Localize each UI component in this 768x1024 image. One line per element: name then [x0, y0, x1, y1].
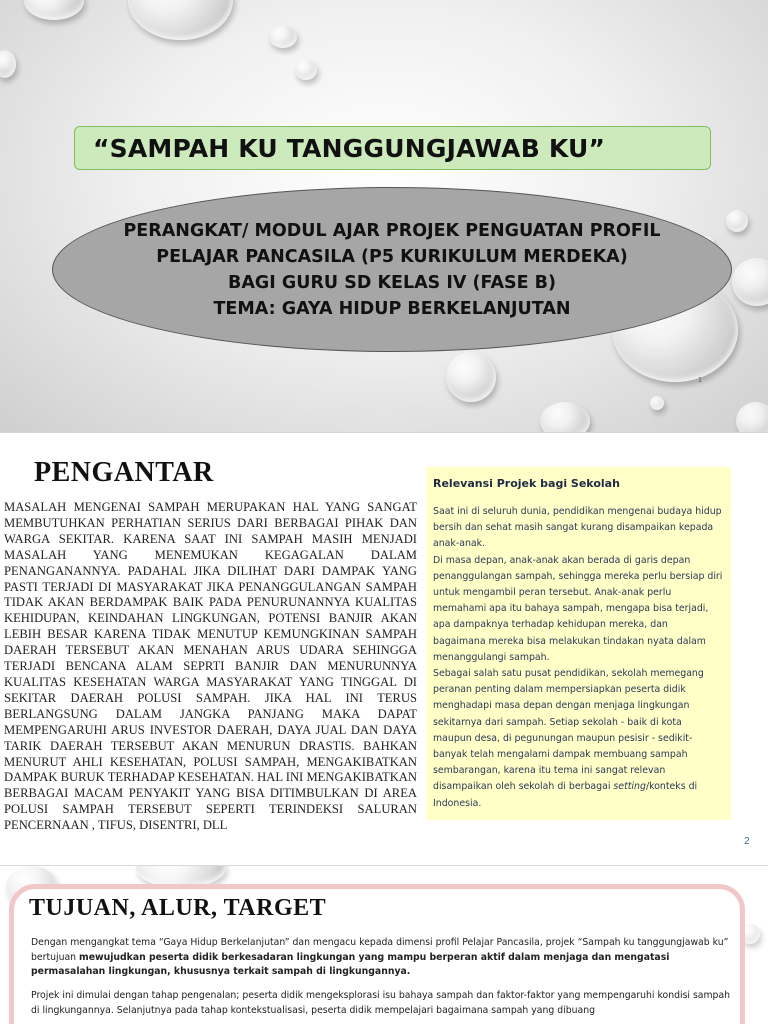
relevance-box [426, 467, 731, 820]
title-banner [74, 126, 711, 170]
subtitle-line: BAGI GURU SD KELAS IV (FASE B) [228, 272, 556, 293]
water-drop-decoration [650, 396, 664, 410]
flow-paragraph: Projek ini dimulai dengan tahap pengenalan; peserta didik mengeksplorasi isu bahaya sampah dan faktor-faktor yang mempengaruhi kondisi sampah di lingkungannya. Selanjutnya pada tahap kontekstualisasi, peserta didik mempelajari bagaimana sampah yang dibuang [31, 990, 731, 1016]
water-drop-decoration [736, 402, 768, 432]
relevance-box-title: Relevansi Projek bagi Sekolah [433, 477, 620, 490]
page-number: 2 [744, 836, 750, 847]
goal-text: Dengan mengangkat tema “Gaya Hidup Berkelanjutan” dan mengacu kepada dimensi profil Pelajar Pancasila, projek “Sampah ku tanggungjawab ku” bertujuan [31, 937, 729, 963]
relevance-text: /konteks di Indonesia. [433, 781, 698, 809]
subtitle-ellipse [52, 187, 732, 352]
section-heading: TUJUAN, ALUR, TARGET [29, 895, 327, 921]
goal-bold-text: mewujudkan peserta didik berkesadaran lingkungan yang mampu berperan aktif dalam menjaga dan mengatasi permasalahan lingkungan, khususnya terkait sampah di lingkungannya. [31, 951, 670, 978]
section-heading: PENGANTAR [34, 457, 214, 488]
relevance-italic-text: setting [613, 781, 646, 793]
relevance-text: Sebagai salah satu pusat pendidikan, sekolah memegang peranan penting dalam mempersiapkan peserta didik menghadapi masa depan dengan menjaga lingkungan sekitarnya dari sampah. Setiap sekolah - baik di kota maupun desa, di pegunungan maupun pesisir - sedikit-banyak telah mengalami dampak membuang sampah sembarangan, karena itu tema ini sangat relevan disampaikan oleh sekolah di berbagai [433, 668, 704, 793]
water-drop-decoration [24, 0, 84, 20]
subtitle-line: PELAJAR PANCASILA (P5 KURIKULUM MERDEKA) [156, 246, 628, 267]
page-number: 1 [698, 377, 702, 384]
intro-slide [0, 433, 768, 865]
relevance-paragraph: Di masa depan, anak-anak akan berada di garis depan penanggulangan sampah, sehingga mereka perlu bersiap diri untuk mengambil peran tersebut. Anak-anak perlu memahami apa itu bahaya sampah, mengapa bisa terjadi, apa dampaknya terhadap kehidupan mereka, dan bagaimana mereka bisa melakukan tindakan nyata dalam menanggulangi sampah. [433, 554, 723, 663]
water-drop-decoration [726, 210, 748, 232]
subtitle-line: PERANGKAT/ MODUL AJAR PROJEK PENGUATAN PROFIL [123, 220, 661, 241]
relevance-paragraph: Saat ini di seluruh dunia, pendidikan mengenai budaya hidup bersih dan sehat masih sangat kurang disampaikan kepada anak-anak. [433, 506, 722, 550]
water-drop-decoration [540, 402, 590, 432]
subtitle-line: TEMA: GAYA HIDUP BERKELANJUTAN [213, 298, 571, 319]
relevance-box-body [433, 504, 723, 812]
relevance-paragraph [433, 666, 723, 812]
water-drop-decoration [269, 26, 297, 48]
water-drop-decoration [732, 258, 768, 306]
water-drop-decoration [128, 0, 233, 40]
title-slide [0, 0, 768, 432]
water-drop-decoration [295, 60, 317, 80]
water-drop-decoration [446, 352, 496, 402]
goals-slide [0, 866, 768, 1024]
goal-paragraph [31, 936, 731, 980]
intro-paragraph: MASALAH MENGENAI SAMPAH MERUPAKAN HAL YANG SANGAT MEMBUTUHKAN PERHATIAN SERIUS DARI BERBAGAI PIHAK DAN WARGA SEKITAR. KARENA SAAT INI SAMPAH MASIH MENJADI MASALAH YANG MENEMUKAN KEGAGALAN DALAM PENANGANANNYA. PADAHAL JIKA DILIHAT DARI DAMPAK YANG PASTI TERJADI DI MASYARAKAT JIKA PENANGGULANGAN SAMPAH TIDAK AKAN BERDAMPAK BAIK PADA PENURUNANNYA KUALITAS KEHIDUPAN, KEINDAHAN LINGKUNGAN, POTENSI BANJIR AKAN LEBIH BESAR KARENA TIDAK MENUTUP KEMUNGKINAN SAMPAH DAERAH TERSEBUT AKAN MENAHAN ARUS UDARA SEHINGGA TERJADI BENCANA ALAM SEPRTI BANJIR DAN MENURUNNYA KUALITAS KESEHATAN WARGA MASYARAKAT YANG TINGGAL DI SEKITAR DAERAH POLUSI SAMPAH. JIKA HAL INI TERUS BERLANGSUNG DALAM JANGKA PANJANG MAKA DAPAT MEMPENGARUHI ARUS INVESTOR DAERAH, DAYA JUAL DAN DAYA TARIK DAERAH TERSEBUT AKAN MENURUN DRASTIS. BAHKAN MENURUT AHLI KESEHATAN, POLUSI SAMPAH, MENGAKIBATKAN DAMPAK BURUK TERHADAP KESEHATAN. HAL INI MENGAKIBATKAN BERBAGAI MACAM PENYAKIT YANG BISA DITIMBULKAN DI AREA POLUSI SAMPAH TERSEBUT SEPERTI TERINDEKSI SALURAN PENCERNAAN , TIFUS, DISENTRI, DLL [4, 500, 417, 833]
slide-title: “SAMPAH KU TANGGUNGJAWAB KU” [93, 133, 606, 163]
water-drop-decoration [0, 50, 16, 78]
